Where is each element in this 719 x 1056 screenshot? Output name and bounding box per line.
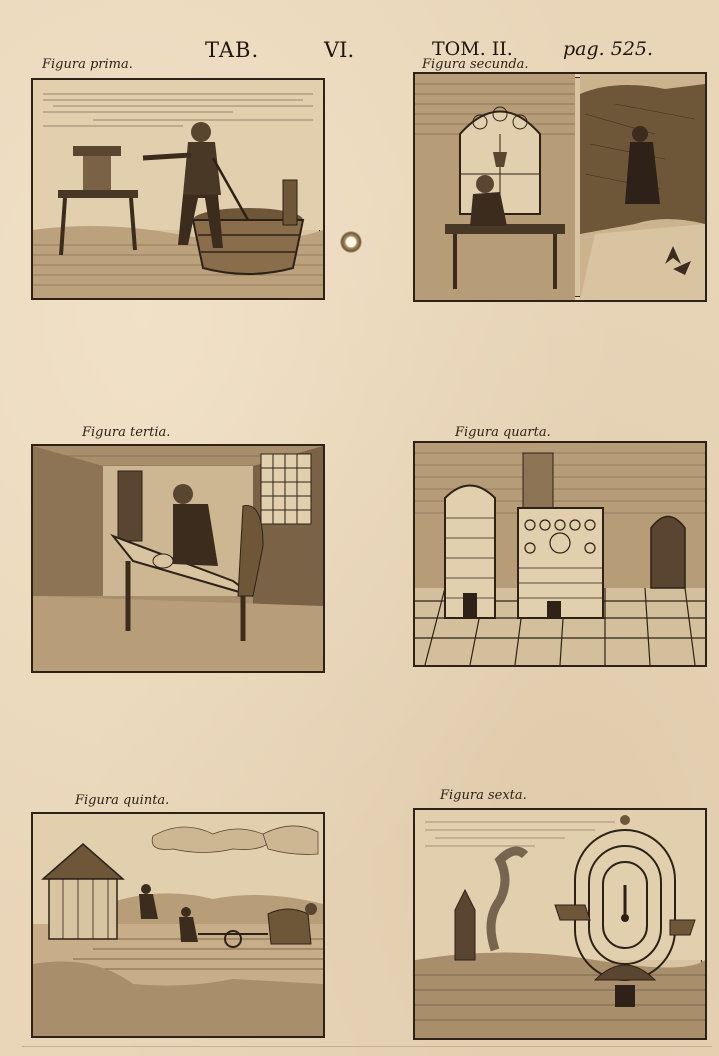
plate-number: VI. <box>324 38 355 62</box>
figure-plate-2 <box>413 72 707 302</box>
figure-plate-1 <box>31 78 325 300</box>
figure-caption-6: Figura sexta. <box>440 788 527 803</box>
man-at-desk-and-miners-icon <box>415 74 705 300</box>
figure-plate-6 <box>413 808 707 1040</box>
plate-label: TAB. <box>205 38 260 62</box>
figure-plate-5 <box>31 812 325 1038</box>
man-at-table-icon <box>33 446 323 671</box>
page-bottom-rule <box>22 1046 712 1047</box>
figure-plate-3 <box>31 444 325 673</box>
sun-furnace-landscape-icon <box>415 810 705 1038</box>
figure-caption-2: Figura secunda. <box>422 57 529 72</box>
figure-caption-5: Figura quinta. <box>75 793 170 808</box>
page-reference: pag. 525. <box>563 38 654 60</box>
furnace-room-icon <box>415 443 705 665</box>
figure-caption-4: Figura quarta. <box>455 425 551 440</box>
tome-label: TOM. II. <box>432 38 513 60</box>
man-stirring-tub-icon <box>33 80 323 298</box>
figure-plate-4 <box>413 441 707 667</box>
figure-caption-3: Figura tertia. <box>82 425 171 440</box>
plough-field-icon <box>33 814 323 1036</box>
figure-caption-1: Figura prima. <box>42 57 133 72</box>
paper-stain-icon <box>340 231 362 253</box>
